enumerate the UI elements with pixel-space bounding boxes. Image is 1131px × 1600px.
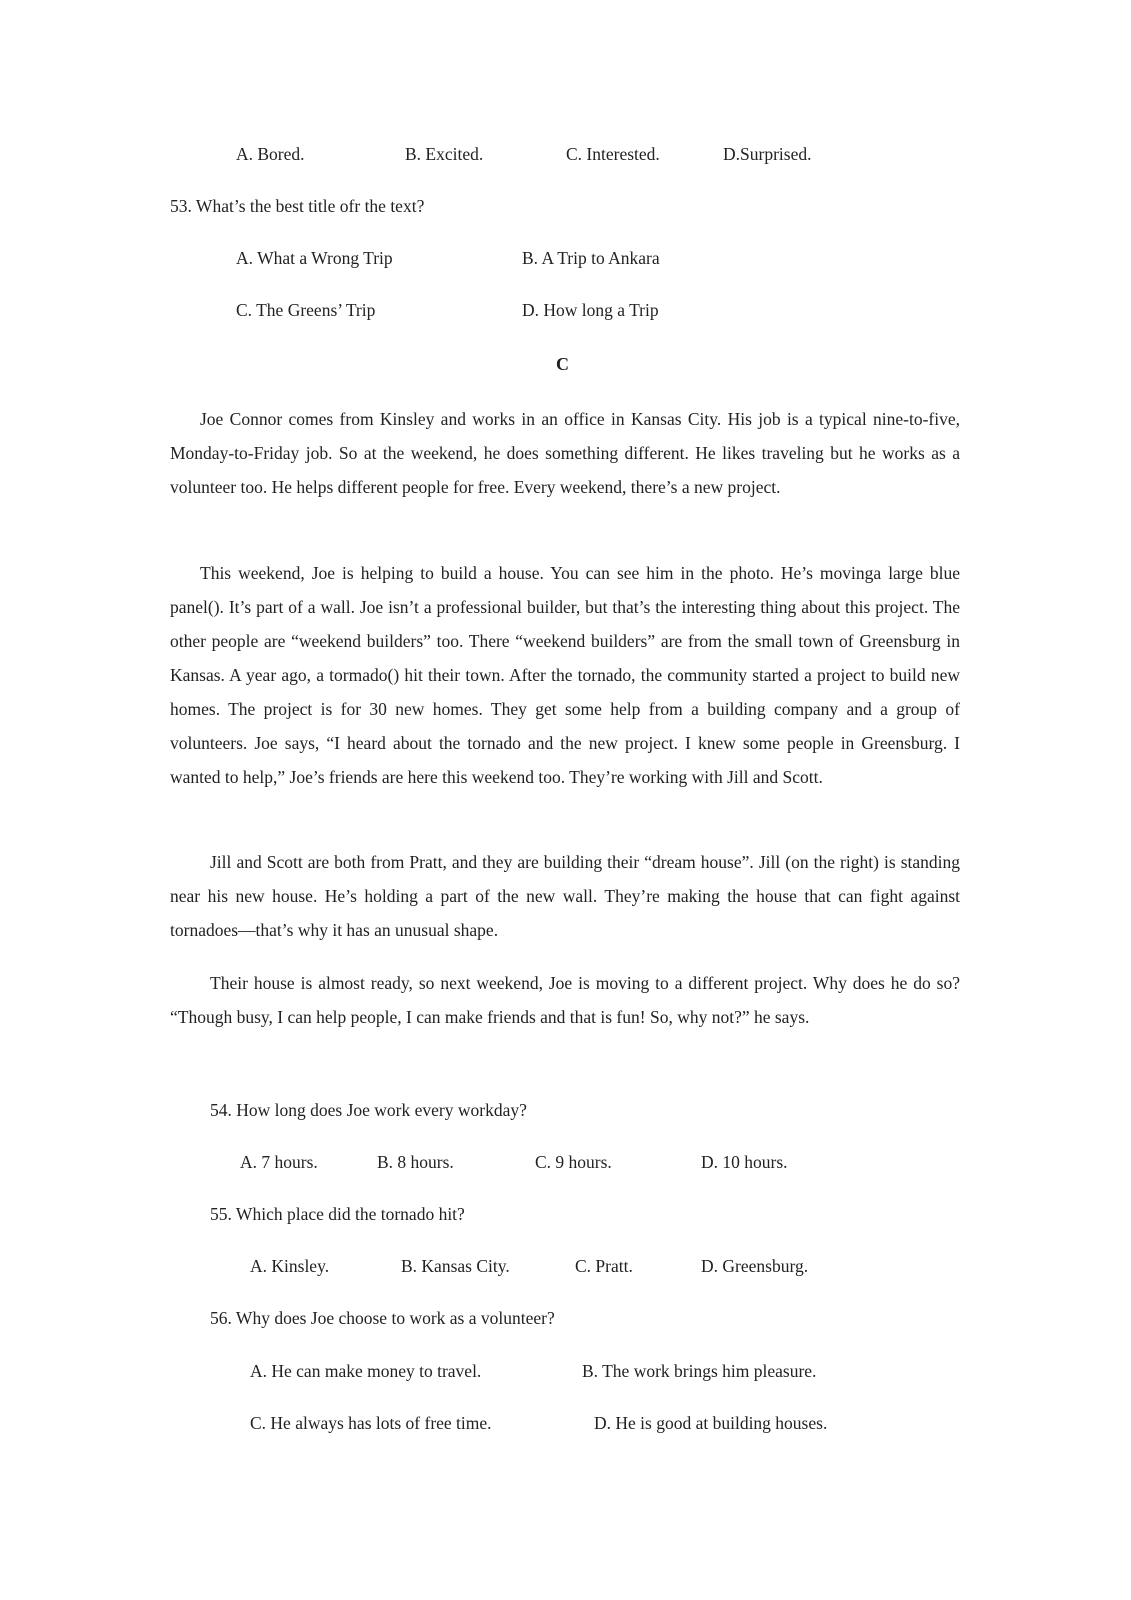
q53-option-d: D. How long a Trip xyxy=(522,300,659,320)
q56-question: 56. Why does Joe choose to work as a volunteer? xyxy=(210,1308,555,1328)
q53-option-c: C. The Greens’ Trip xyxy=(236,300,376,320)
q56-option-c: C. He always has lots of free time. xyxy=(250,1413,492,1433)
q55-option-d: D. Greensburg. xyxy=(701,1256,809,1276)
q54-option-c: C. 9 hours. xyxy=(535,1152,612,1172)
q52-option-d: D.Surprised. xyxy=(723,144,812,164)
q55-question: 55. Which place did the tornado hit? xyxy=(210,1204,465,1224)
q55-option-c: C. Pratt. xyxy=(575,1256,633,1276)
q56-option-a: A. He can make money to travel. xyxy=(250,1361,482,1381)
q53-option-b: B. A Trip to Ankara xyxy=(522,248,660,268)
q56-option-d: D. He is good at building houses. xyxy=(594,1413,828,1433)
q52-option-b: B. Excited. xyxy=(405,144,484,164)
passage-paragraph-3: Jill and Scott are both from Pratt, and they are building their “dream house”. Jill (on the right) is standing near his new house. He’s holding a part of the new wall. They’re making the house that can fight against tornadoes—that’s why it has an unusual shape. xyxy=(170,852,960,940)
q54-option-a: A. 7 hours. xyxy=(240,1152,318,1172)
q54-option-d: D. 10 hours. xyxy=(701,1152,788,1172)
q56-option-b: B. The work brings him pleasure. xyxy=(582,1361,817,1381)
passage-paragraph-4: Their house is almost ready, so next weekend, Joe is moving to a different project. Why does he do so? “Though busy, I can help people, I can make friends and that is fun! So, why not?” he says. xyxy=(170,973,960,1027)
q55-option-a: A. Kinsley. xyxy=(250,1256,330,1276)
q54-option-b: B. 8 hours. xyxy=(377,1152,454,1172)
q53-question: 53. What’s the best title ofr the text? xyxy=(170,196,425,216)
passage-paragraph-1: Joe Connor comes from Kinsley and works in an office in Kansas City. His job is a typical nine-to-five, Monday-to-Friday job. So at the weekend, he does something different. He likes traveling but he works as a volunteer too. He helps different people for free. Every weekend, there’s a new project. xyxy=(170,409,960,497)
passage-paragraph-2: This weekend, Joe is helping to build a house. You can see him in the photo. He’s movinga large blue panel(). It’s part of a wall. Joe isn’t a professional builder, but that’s the interesting thing about this project. The other people are “weekend builders” too. There “weekend builders” are from the small town of Greensburg in Kansas. A year ago, a tormado() hit their town. After the tornado, the community started a project to build new homes. The project is for 30 new homes. They get some help from a building company and a group of volunteers. Joe says, “I heard about the tornado and the new project. I knew some people in Greensburg. I wanted to help,” Joe’s friends are here this weekend too. They’re working with Jill and Scott. xyxy=(170,563,960,787)
q53-option-a: A. What a Wrong Trip xyxy=(236,248,393,268)
q54-question: 54. How long does Joe work every workday? xyxy=(210,1100,527,1120)
section-heading: C xyxy=(556,354,569,374)
q55-option-b: B. Kansas City. xyxy=(401,1256,510,1276)
q52-option-c: C. Interested. xyxy=(566,144,660,164)
q52-option-a: A. Bored. xyxy=(236,144,305,164)
